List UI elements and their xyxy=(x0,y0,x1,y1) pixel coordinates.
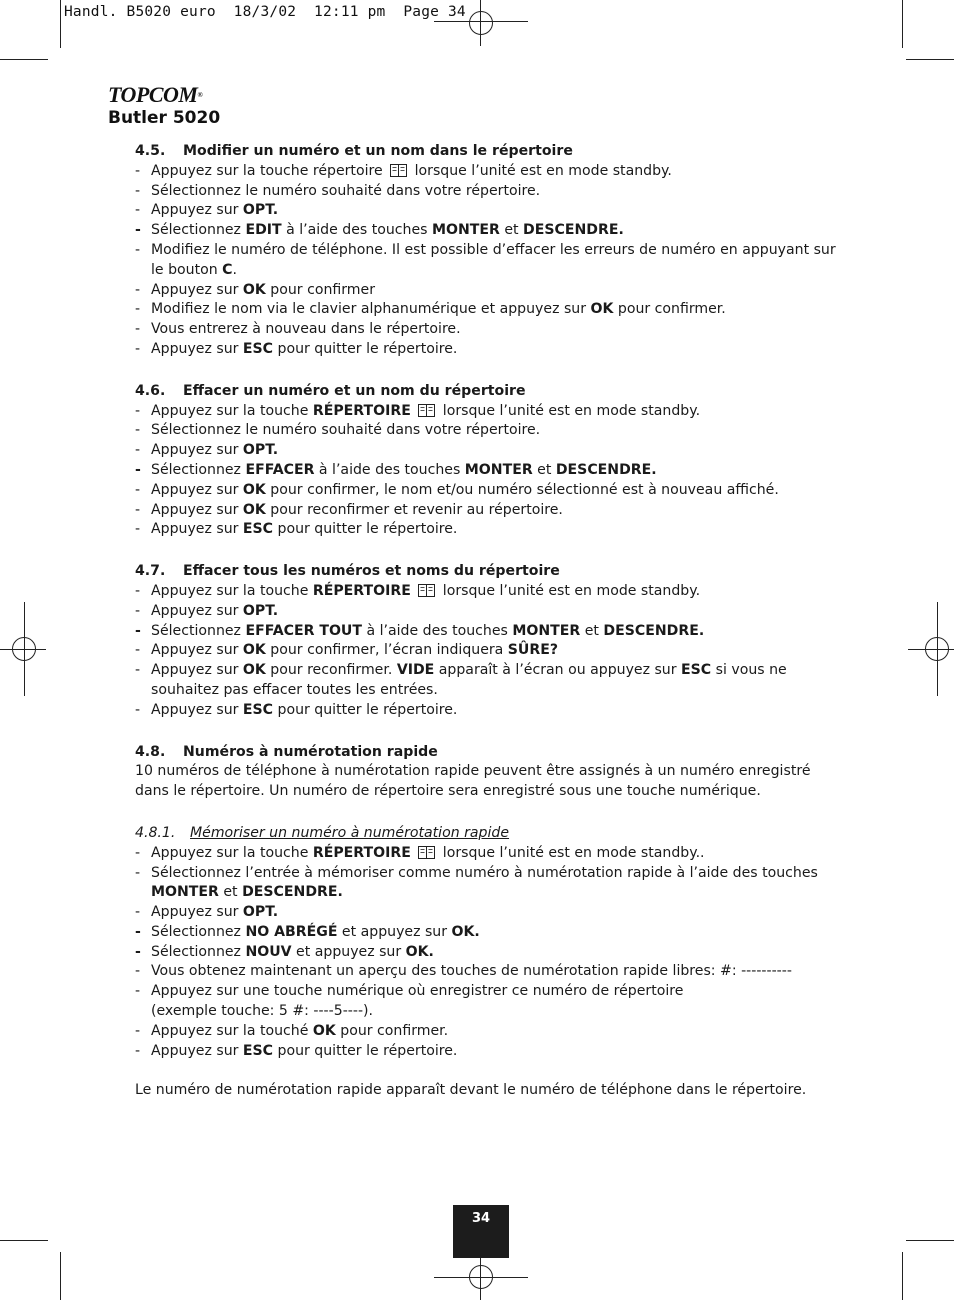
step-text: pour quitter le répertoire. xyxy=(273,340,458,357)
bold-term: ESC xyxy=(242,521,274,538)
step-text: à l’aide des touches xyxy=(362,622,513,639)
step-text xyxy=(411,845,415,861)
step-text: Appuyez sur xyxy=(151,602,243,619)
bold-term: MONTER xyxy=(512,622,581,639)
list-dash: - xyxy=(135,923,141,940)
bold-term: MONTER xyxy=(464,461,533,478)
list-dash: - xyxy=(135,521,141,538)
list-dash: - xyxy=(135,222,141,239)
crop-mark xyxy=(0,59,48,60)
logo-text: TOPCOM xyxy=(108,82,198,107)
product-model: Butler 5020 xyxy=(108,108,221,128)
list-item xyxy=(135,441,843,461)
bold-term: EFFACER TOUT xyxy=(245,622,362,639)
list-dash: - xyxy=(135,422,141,439)
bold-term: DESCENDRE. xyxy=(555,461,657,478)
step-text: et xyxy=(218,884,243,901)
bold-term: OK xyxy=(242,662,266,679)
bold-term: OPT. xyxy=(242,442,279,459)
bold-term: OPT. xyxy=(242,202,279,219)
phonebook-icon xyxy=(390,164,407,177)
bold-term: ESC xyxy=(242,340,274,357)
bold-term: RÉPERTOIRE xyxy=(312,402,411,419)
list-item xyxy=(135,982,843,1022)
step-text: Sélectionnez le numéro souhaité dans votre répertoire. xyxy=(151,422,541,439)
list-dash: - xyxy=(135,340,141,357)
list-item xyxy=(135,1042,843,1062)
step-text: Appuyez sur xyxy=(151,662,243,679)
list-dash: - xyxy=(135,963,141,980)
step-text: . xyxy=(232,261,237,278)
step-text: Sélectionnez xyxy=(151,461,246,478)
step-text: Appuyez sur la touche répertoire xyxy=(151,162,388,179)
section-4-7 xyxy=(135,562,843,720)
section-4-6 xyxy=(135,382,843,540)
list-item xyxy=(135,501,843,521)
bold-term: OK. xyxy=(405,943,434,960)
closing-paragraph: Le numéro de numérotation rapide apparaît devant le numéro de téléphone dans le répertoire. xyxy=(135,1082,807,1099)
step-text: pour confirmer xyxy=(265,281,375,298)
list-dash: - xyxy=(135,662,141,679)
registration-circle xyxy=(469,11,493,35)
step-text: Sélectionnez xyxy=(151,622,246,639)
step-text: Appuyez sur la touche xyxy=(151,844,313,861)
crop-mark xyxy=(902,0,903,48)
step-text: Appuyez sur xyxy=(151,701,243,718)
list-dash: - xyxy=(135,321,141,338)
section-title: Modifier un numéro et un nom dans le répertoire xyxy=(183,143,573,159)
bold-term: C xyxy=(222,261,233,278)
list-dash: - xyxy=(135,844,141,861)
bold-term: MONTER xyxy=(151,884,219,901)
bold-term: ESC xyxy=(681,662,712,679)
step-text: Appuyez sur xyxy=(151,442,243,459)
step-list xyxy=(135,402,843,541)
list-dash: - xyxy=(135,442,141,459)
bold-term: SÛRE? xyxy=(507,642,559,659)
list-dash: - xyxy=(135,481,141,498)
step-text: pour confirmer. xyxy=(335,1022,449,1039)
list-item xyxy=(135,281,843,301)
step-text: Appuyez sur xyxy=(151,281,243,298)
list-dash: - xyxy=(135,983,141,1000)
step-text xyxy=(411,403,415,419)
list-item xyxy=(135,402,843,422)
print-header: Handl. B5020 euro 18/3/02 12:11 pm Page 34 xyxy=(64,4,466,20)
step-text: Appuyez sur la touche xyxy=(151,402,313,419)
bold-term: MONTER xyxy=(431,222,500,239)
brand-header xyxy=(108,84,220,128)
step-text: et xyxy=(532,461,556,478)
bold-term: OK xyxy=(242,481,266,498)
bold-term: NO ABRÉGÉ xyxy=(245,923,338,940)
list-item xyxy=(135,903,843,923)
step-text: Vous entrerez à nouveau dans le répertoire. xyxy=(151,321,461,338)
step-text: Appuyez sur xyxy=(151,521,243,538)
step-text: lorsque l’unité est en mode standby. xyxy=(438,402,701,419)
step-text: si vous ne souhaitez pas effacer toutes les entrées. xyxy=(151,662,787,698)
list-item xyxy=(135,221,843,241)
phonebook-icon xyxy=(418,404,435,417)
subsection-title: Mémoriser un numéro à numérotation rapide xyxy=(190,824,510,841)
step-text: et appuyez sur xyxy=(291,943,406,960)
bold-term: DESCENDRE. xyxy=(523,222,624,239)
step-text: (exemple touche: 5 #: ----5----). xyxy=(151,1003,374,1020)
section-heading xyxy=(135,142,843,162)
list-item xyxy=(135,481,843,501)
step-list xyxy=(135,162,843,360)
step-text: pour reconfirmer. xyxy=(265,662,397,679)
step-text: Appuyez sur xyxy=(151,1042,243,1059)
bold-term: OK xyxy=(242,501,266,518)
step-text: Appuyez sur xyxy=(151,481,243,498)
list-item xyxy=(135,241,843,281)
crop-mark xyxy=(60,1252,61,1300)
bold-term: NOUV xyxy=(245,943,292,960)
step-text: Appuyez sur xyxy=(151,340,243,357)
list-item xyxy=(135,182,843,202)
bold-term: OK xyxy=(242,642,266,659)
list-item xyxy=(135,622,843,642)
step-list xyxy=(135,582,843,721)
subsection-heading xyxy=(135,824,843,844)
topcom-logo: TOPCOM® xyxy=(108,82,203,107)
step-text: Modifiez le nom via le clavier alphanumérique et appuyez sur xyxy=(151,301,591,318)
section-title: Numéros à numérotation rapide xyxy=(183,743,438,760)
page-number: 34 xyxy=(471,1211,491,1226)
bold-term: VIDE xyxy=(396,662,435,679)
list-dash: - xyxy=(135,582,141,599)
bold-term: ESC xyxy=(242,701,274,718)
step-text: Appuyez sur xyxy=(151,202,243,219)
list-item xyxy=(135,701,843,721)
step-text: à l’aide des touches xyxy=(281,222,432,239)
section-number: 4.5. xyxy=(135,143,166,159)
list-item xyxy=(135,661,843,701)
step-text: Modifiez le numéro de téléphone. Il est possible d’effacer les erreurs de numéro en appuyant sur le bouton xyxy=(151,241,836,278)
bold-term: OK xyxy=(312,1022,336,1039)
list-item xyxy=(135,943,843,963)
crop-mark xyxy=(0,1240,48,1241)
list-item xyxy=(135,641,843,661)
list-dash: - xyxy=(135,864,141,881)
list-item xyxy=(135,421,843,441)
step-text: Sélectionnez l’entrée à mémoriser comme numéro à numérotation rapide à l’aide des touches xyxy=(151,864,818,881)
list-dash: - xyxy=(135,202,141,219)
step-text: et appuyez sur xyxy=(337,923,452,940)
manual-content xyxy=(135,142,843,1101)
list-dash: - xyxy=(135,1022,141,1039)
bold-term: OK xyxy=(590,301,614,318)
step-text: apparaît à l’écran ou appuyez sur xyxy=(434,662,682,679)
list-dash: - xyxy=(135,501,141,518)
step-text xyxy=(411,583,415,599)
step-text: pour quitter le répertoire. xyxy=(273,1042,458,1059)
step-text: et xyxy=(499,222,524,239)
list-dash: - xyxy=(135,182,141,199)
step-text: pour quitter le répertoire. xyxy=(273,701,458,718)
section-title: Effacer un numéro et un nom du répertoire xyxy=(183,382,526,399)
step-text: Appuyez sur xyxy=(151,904,243,921)
step-text: pour reconfirmer et revenir au répertoire. xyxy=(265,501,563,518)
crop-mark xyxy=(902,1252,903,1300)
list-dash: - xyxy=(135,281,141,298)
step-text: Appuyez sur une touche numérique où enregistrer ce numéro de répertoire xyxy=(151,983,684,1000)
step-text: Appuyez sur xyxy=(151,501,243,518)
bold-term: OPT. xyxy=(242,602,279,619)
registration-circle xyxy=(12,637,36,661)
list-item xyxy=(135,201,843,221)
step-text: pour confirmer, l’écran indiquera xyxy=(265,642,508,659)
list-item xyxy=(135,520,843,540)
subsection-number: 4.8.1. xyxy=(135,824,176,841)
section-4-5 xyxy=(135,142,843,360)
section-heading xyxy=(135,382,843,402)
list-item xyxy=(135,300,843,320)
registration-circle xyxy=(925,637,949,661)
section-title: Effacer tous les numéros et noms du répertoire xyxy=(183,563,560,580)
list-item xyxy=(135,582,843,602)
crop-mark xyxy=(60,0,61,48)
step-text: Sélectionnez le numéro souhaité dans votre répertoire. xyxy=(151,182,541,199)
subsection-4-8-1 xyxy=(135,824,843,1062)
registration-circle xyxy=(469,1265,493,1289)
list-dash: - xyxy=(135,1042,141,1059)
list-dash: - xyxy=(135,241,141,258)
phonebook-icon xyxy=(418,584,435,597)
list-item xyxy=(135,923,843,943)
bold-term: OPT. xyxy=(242,904,279,921)
list-item xyxy=(135,962,843,982)
step-text: lorsque l’unité est en mode standby.. xyxy=(438,844,705,861)
step-text: Vous obtenez maintenant un aperçu des touches de numérotation rapide libres: #: ---------- xyxy=(151,963,792,980)
bold-term: ESC xyxy=(242,1042,274,1059)
list-dash: - xyxy=(135,904,141,921)
list-dash: - xyxy=(135,642,141,659)
bold-term: RÉPERTOIRE xyxy=(312,582,411,599)
section-paragraph: 10 numéros de téléphone à numérotation rapide peuvent être assignés à un numéro enregistré dans le répertoire. Un numéro de répertoire sera enregistré sous une touche numérique. xyxy=(135,763,811,800)
list-dash: - xyxy=(135,602,141,619)
section-4-8 xyxy=(135,743,843,802)
list-item xyxy=(135,340,843,360)
step-text: Appuyez sur xyxy=(151,642,243,659)
list-dash: - xyxy=(135,162,141,179)
crop-mark xyxy=(906,59,954,60)
section-number: 4.6. xyxy=(135,382,166,399)
bold-term: DESCENDRE. xyxy=(603,622,705,639)
list-dash: - xyxy=(135,622,141,639)
step-text: Sélectionnez xyxy=(151,222,246,239)
step-list xyxy=(135,844,843,1062)
step-text: Sélectionnez xyxy=(151,943,246,960)
list-dash: - xyxy=(135,301,141,318)
bold-term: RÉPERTOIRE xyxy=(312,844,411,861)
section-heading xyxy=(135,743,843,763)
list-item xyxy=(135,602,843,622)
list-item xyxy=(135,461,843,481)
bold-term: EDIT xyxy=(245,222,282,239)
step-text: pour confirmer, le nom et/ou numéro sélectionné est à nouveau affiché. xyxy=(265,481,779,498)
section-heading xyxy=(135,562,843,582)
step-text: lorsque l’unité est en mode standby. xyxy=(438,582,701,599)
list-dash: - xyxy=(135,943,141,960)
bold-term: OK. xyxy=(451,923,480,940)
list-item xyxy=(135,844,843,864)
section-number: 4.7. xyxy=(135,563,166,580)
list-item xyxy=(135,1022,843,1042)
crop-mark xyxy=(906,1240,954,1241)
page-number-box xyxy=(453,1205,509,1258)
step-text: Appuyez sur la touche xyxy=(151,582,313,599)
list-dash: - xyxy=(135,701,141,718)
list-item xyxy=(135,162,843,182)
list-item xyxy=(135,320,843,340)
section-number: 4.8. xyxy=(135,743,166,760)
step-text: pour confirmer. xyxy=(613,301,726,318)
bold-term: EFFACER xyxy=(245,461,315,478)
step-text: Sélectionnez xyxy=(151,923,246,940)
bold-term: OK xyxy=(242,281,266,298)
step-text: Appuyez sur la touché xyxy=(151,1022,313,1039)
step-text: lorsque l’unité est en mode standby. xyxy=(410,162,672,179)
list-item xyxy=(135,864,843,904)
step-text: pour quitter le répertoire. xyxy=(273,521,458,538)
phonebook-icon xyxy=(418,846,435,859)
list-dash: - xyxy=(135,402,141,419)
step-text: à l’aide des touches xyxy=(314,461,465,478)
step-text: et xyxy=(580,622,604,639)
bold-term: DESCENDRE. xyxy=(242,884,343,901)
list-dash: - xyxy=(135,461,141,478)
